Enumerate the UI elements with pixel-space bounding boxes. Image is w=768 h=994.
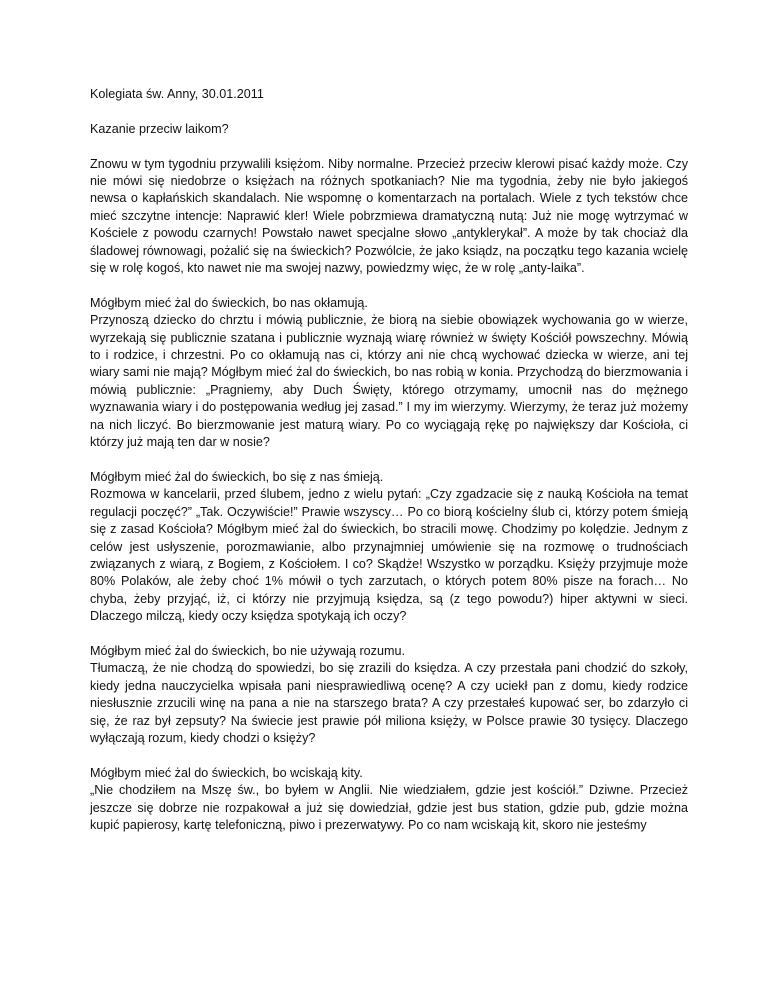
paragraph-deceive: Mógłbym mieć żal do świeckich, bo nas okłamują. Przynoszą dziecko do chrztu i mówią publicznie, że biorą na siebie obowiązek wychowania go w wierze, wyrzekają się publicznie szatana i publicznie wyznają wiarę również w święty Kościół powszechny. Mówią to i rodzice, i chrzestni. Po co okłamują nas ci, którzy ani nie chcą wychować dziecka w wierze, ani tej wiary sami nie mają? Mógłbym mieć żal do świeckich, bo nas robią w konia. Przychodzą do bierzmowania i mówią publicznie: „Pragniemy, aby Duch Święty, którego otrzymamy, umocnił nas do mężnego wyznawania wiary i do postępowania według jej zasad.” I my im wierzymy. Wierzymy, że teraz już możemy na nich liczyć. Bo bierzmowanie jest maturą wiary. Po co wyciągają rękę po największy dar Kościoła, ci którzy już mają ten dar w nosie? bbox=[90, 295, 688, 450]
paragraph-excuses: Mógłbym mieć żal do świeckich, bo wciskają kity. „Nie chodziłem na Mszę św., bo byłem w Anglii. Nie wiedziałem, gdzie jest kościół.” Dziwne. Przecież jeszcze się dobrze nie rozpakował a już się dowiedział, gdzie jest bus station, gdzie pub, gdzie można kupić papierosy, kartę telefoniczną, piwo i prezerwatywy. Po co nam wciskają kit, skoro nie jesteśmy bbox=[90, 765, 688, 832]
paragraph-intro: Znowu w tym tygodniu przywalili księżom. Niby normalne. Przecież przeciw klerowi pisać każdy może. Czy nie mówi się niedobrze o księżach na różnych spotkaniach? Nie ma tygodnia, żeby nie było jakiegoś newsa o kapłańskich skandalach. Nie wspomnę o komentarzach na portalach. Wiele z tych tekstów chce mieć szczytne intencje: Naprawić kler! Wiele pobrzmiewa dramatyczną nutą: Już nie mogę wytrzymać w Kościele z powodu czarnych! Powstało nawet specjalne słowo „antyklerykał”. A może by tak chociaż dla śladowej równowagi, pożalić się na świeckich? Pozwólcie, że jako ksiądz, na początku tego kazania wcielę się w rolę kogoś, kto nawet nie ma swojej nazwy, powiedzmy więc, że w rolę „anty-laika”. bbox=[90, 156, 688, 276]
header-line: Kolegiata św. Anny, 30.01.2011 bbox=[90, 87, 264, 101]
sermon-title: Kazanie przeciw laikom? bbox=[90, 121, 229, 136]
paragraph-reason: Mógłbym mieć żal do świeckich, bo nie używają rozumu. Tłumaczą, że nie chodzą do spowiedzi, bo się zrazili do księdza. A czy przestała pani chodzić do szkoły, kiedy jedna nauczycielka wpisała pani niesprawiedliwą ocenę? A czy uciekł pan z domu, kiedy rodzice niesłusznie zrzucili winę na pana a nie na starszego brata? A czy przestałeś kupować ser, bo zdarzyło ci się, że raz był zepsuty? Na świecie jest prawie pół miliona księży, w Polsce prawie 30 tysięcy. Dlaczego wyłączają rozum, kiedy chodzi o księży? bbox=[90, 643, 688, 745]
paragraph-laugh: Mógłbym mieć żal do świeckich, bo się z nas śmieją. Rozmowa w kancelarii, przed ślubem, jedno z wielu pytań: „Czy zgadzacie się z nauką Kościoła na temat regulacji poczęć?” „Tak. Oczywiście!” Prawie wszyscy… Po co biorą kościelny ślub ci, którzy potem śmieją się z zasad Kościoła? Mógłbym mieć żal do świeckich, bo stracili mowę. Chodzimy po kolędzie. Jednym z celów jest usłyszenie, porozmawianie, albo przynajmniej umówienie się na rozmowę o trudnościach związanych z wiarą, z Bogiem, z Kościołem. I co? Skądże! Wszystko w porządku. Księży przyjmuje może 80% Polaków, ale żeby choć 1% mówił o tych zarzutach, o których potem 80% pisze na forach… No chyba, żeby przyjąć, iż, ci którzy nie przyjmują księdza, są (z tego powodu?) hiper aktywni w sieci. Dlaczego milczą, kiedy oczy księdza spotykają ich oczy? bbox=[90, 469, 688, 624]
document-page bbox=[90, 86, 688, 834]
